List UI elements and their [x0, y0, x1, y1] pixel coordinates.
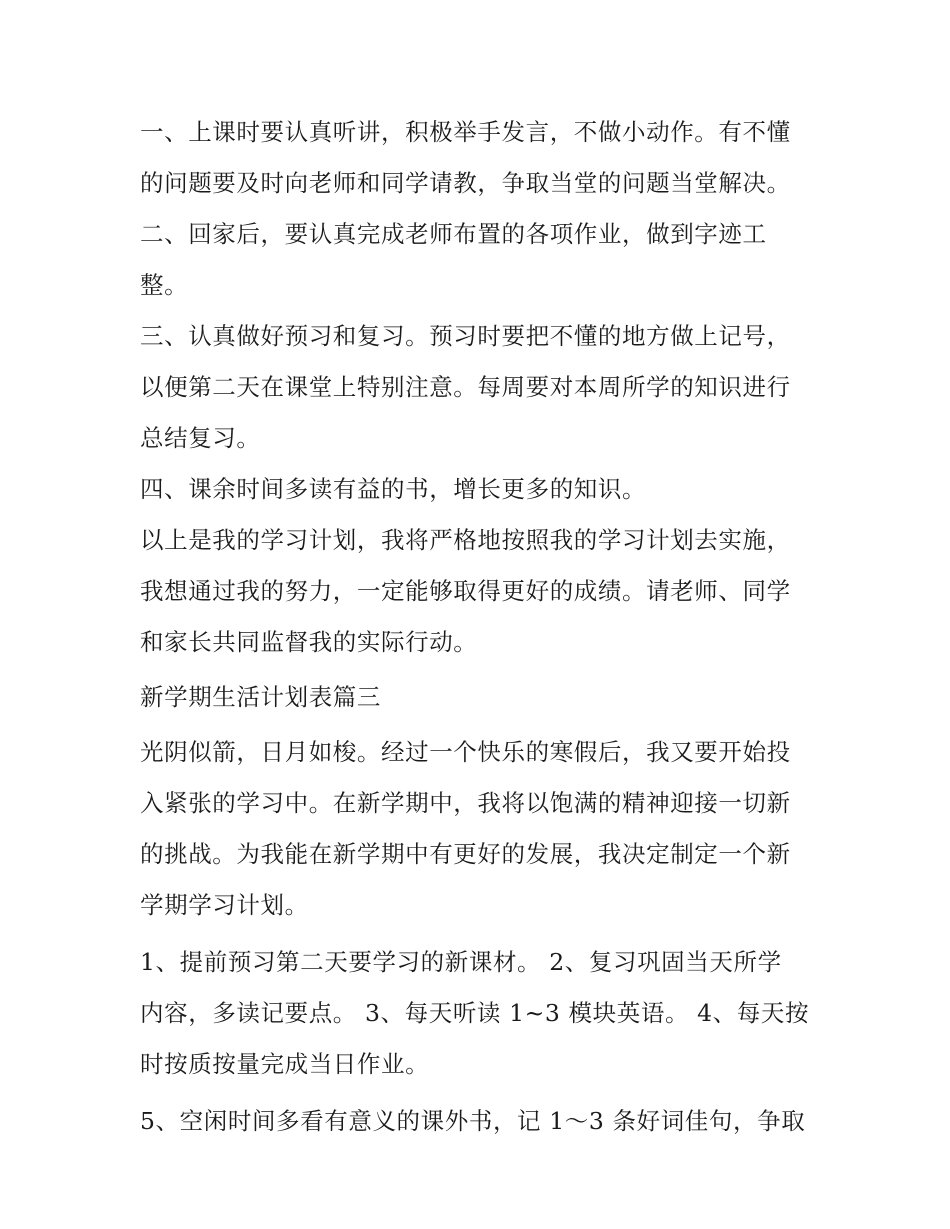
text-line: 入紧张的学习中。在新学期中，我将以饱满的精神迎接一切新 [140, 789, 791, 817]
text-line: 三、认真做好预习和复习。预习时要把不懂的地方做上记号， [140, 322, 791, 350]
text-line: 以便第二天在课堂上特别注意。每周要对本周所学的知识进行 [140, 373, 791, 401]
text-line: 二、回家后，要认真完成老师布置的各项作业，做到字迹工 [140, 220, 767, 248]
text-line: 和家长共同监督我的实际行动。 [140, 628, 478, 656]
text-line: 的问题要及时向老师和同学请教，争取当堂的问题当堂解决。 [140, 169, 791, 197]
text-line: 整。 [140, 271, 189, 299]
text-line: 总结复习。 [140, 424, 261, 452]
text-line: 学期学习计划。 [140, 891, 309, 919]
text-line: 内容，多读记要点。 3、每天听读 1~3 模块英语。 4、每天按 [140, 999, 810, 1027]
document-body [140, 107, 820, 1147]
text-line: 四、课余时间多读有益的书，增长更多的知识。 [140, 475, 647, 503]
section-heading: 新学期生活计划表篇三 [140, 683, 381, 711]
text-line: 1、提前预习第二天要学习的新课材。 2、复习巩固当天所学 [140, 948, 782, 976]
text-line: 5、空闲时间多看有意义的课外书，记 1～3 条好词佳句，争取 [140, 1107, 806, 1135]
text-line: 我想通过我的努力，一定能够取得更好的成绩。请老师、同学 [140, 577, 791, 605]
text-line: 的挑战。为我能在新学期中有更好的发展，我决定制定一个新 [140, 840, 791, 868]
text-line: 以上是我的学习计划，我将严格地按照我的学习计划去实施， [140, 526, 791, 554]
text-line: 一、上课时要认真听讲，积极举手发言，不做小动作。有不懂 [140, 118, 791, 146]
text-line: 时按质按量完成当日作业。 [140, 1050, 430, 1078]
text-line: 光阴似箭，日月如梭。经过一个快乐的寒假后，我又要开始投 [140, 738, 791, 766]
